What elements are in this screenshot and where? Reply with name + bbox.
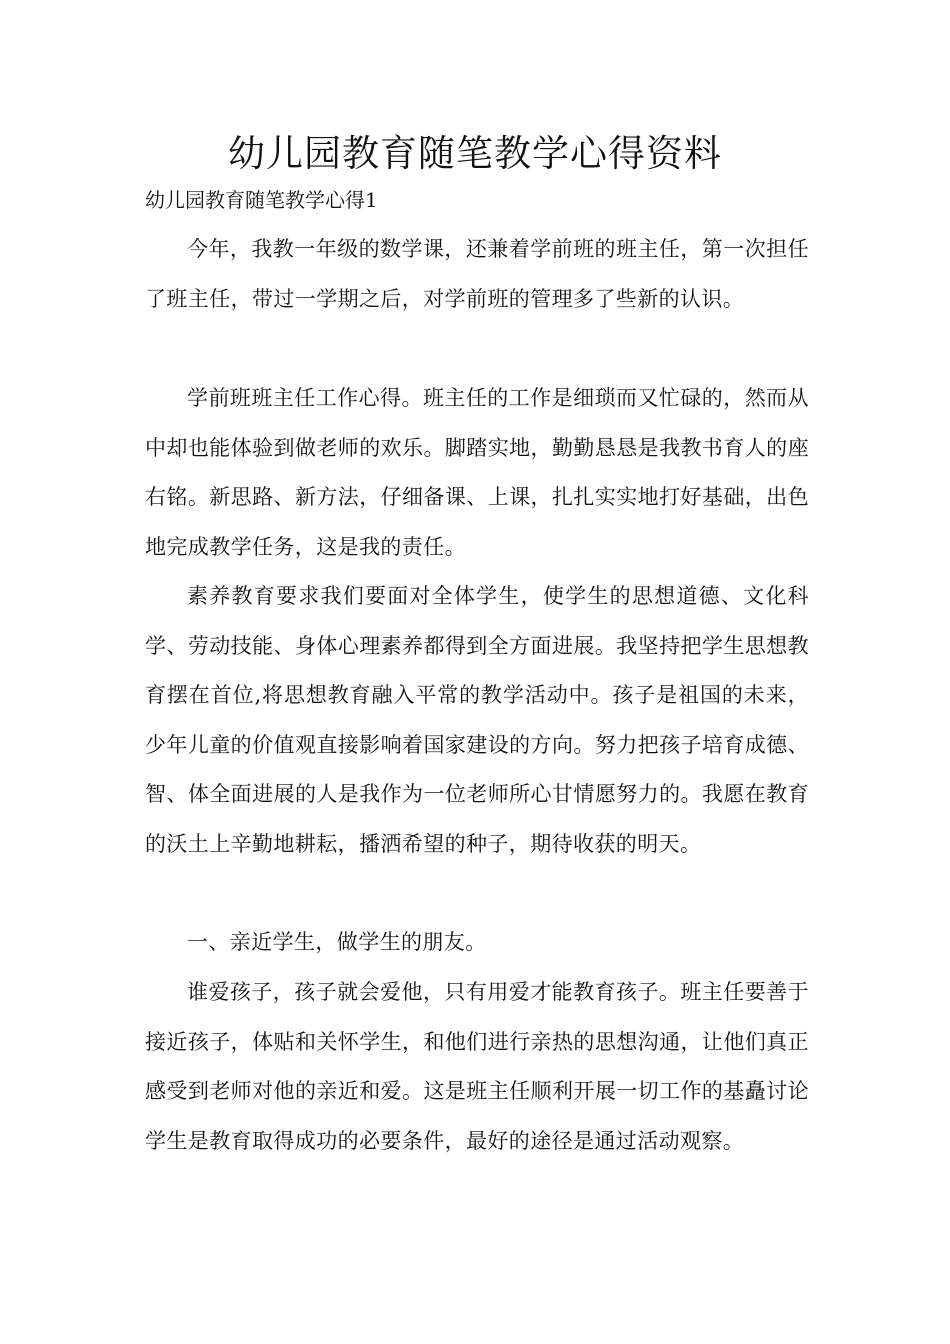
paragraph-1: 今年，我教一年级的数学课，还兼着学前班的班主任，第一次担任了班主任，带过一学期之后，对学前班的管理多了些新的认识。 <box>145 237 809 311</box>
section-heading: 一、亲近学生，做学生的朋友。 <box>187 930 487 954</box>
document-title: 幼儿园教育随笔教学心得资料 <box>228 132 722 175</box>
paragraph-3: 素养教育要求我们要面对全体学生，使学生的思想道德、文化科学、劳动技能、身体心理素养都得到全方面进展。我坚持把学生思想教育摆在首位,将思想教育融入平常的教学活动中。孩子是祖国的未来，少年儿童的价值观直接影响着国家建设的方向。努力把孩子培育成德、智、体全面进展的人是我作为一位老师所心甘情愿努力的。我愿在教育的沃土上辛勤地耕耘，播洒希望的种子，期待收获的明天。 <box>145 584 809 856</box>
document-subtitle: 幼儿园教育随笔教学心得1 <box>145 188 378 212</box>
paragraph-2: 学前班班主任工作心得。班主任的工作是细琐而又忙碌的，然而从中却也能体验到做老师的欢乐。脚踏实地，勤勤恳恳是我教书育人的座右铭。新思路、新方法，仔细备课、上课，扎扎实实地打好基础，出色地完成教学任务，这是我的责任。 <box>145 386 809 559</box>
paragraph-5: 谁爱孩子，孩子就会爱他，只有用爱才能教育孩子。班主任要善于接近孩子，体贴和关怀学生，和他们进行亲热的思想沟通，让他们真正感受到老师对他的亲近和爱。这是班主任顺利开展一切工作的基矗讨论学生是教育取得成功的必要条件，最好的途径是通过活动观察。 <box>145 980 809 1153</box>
